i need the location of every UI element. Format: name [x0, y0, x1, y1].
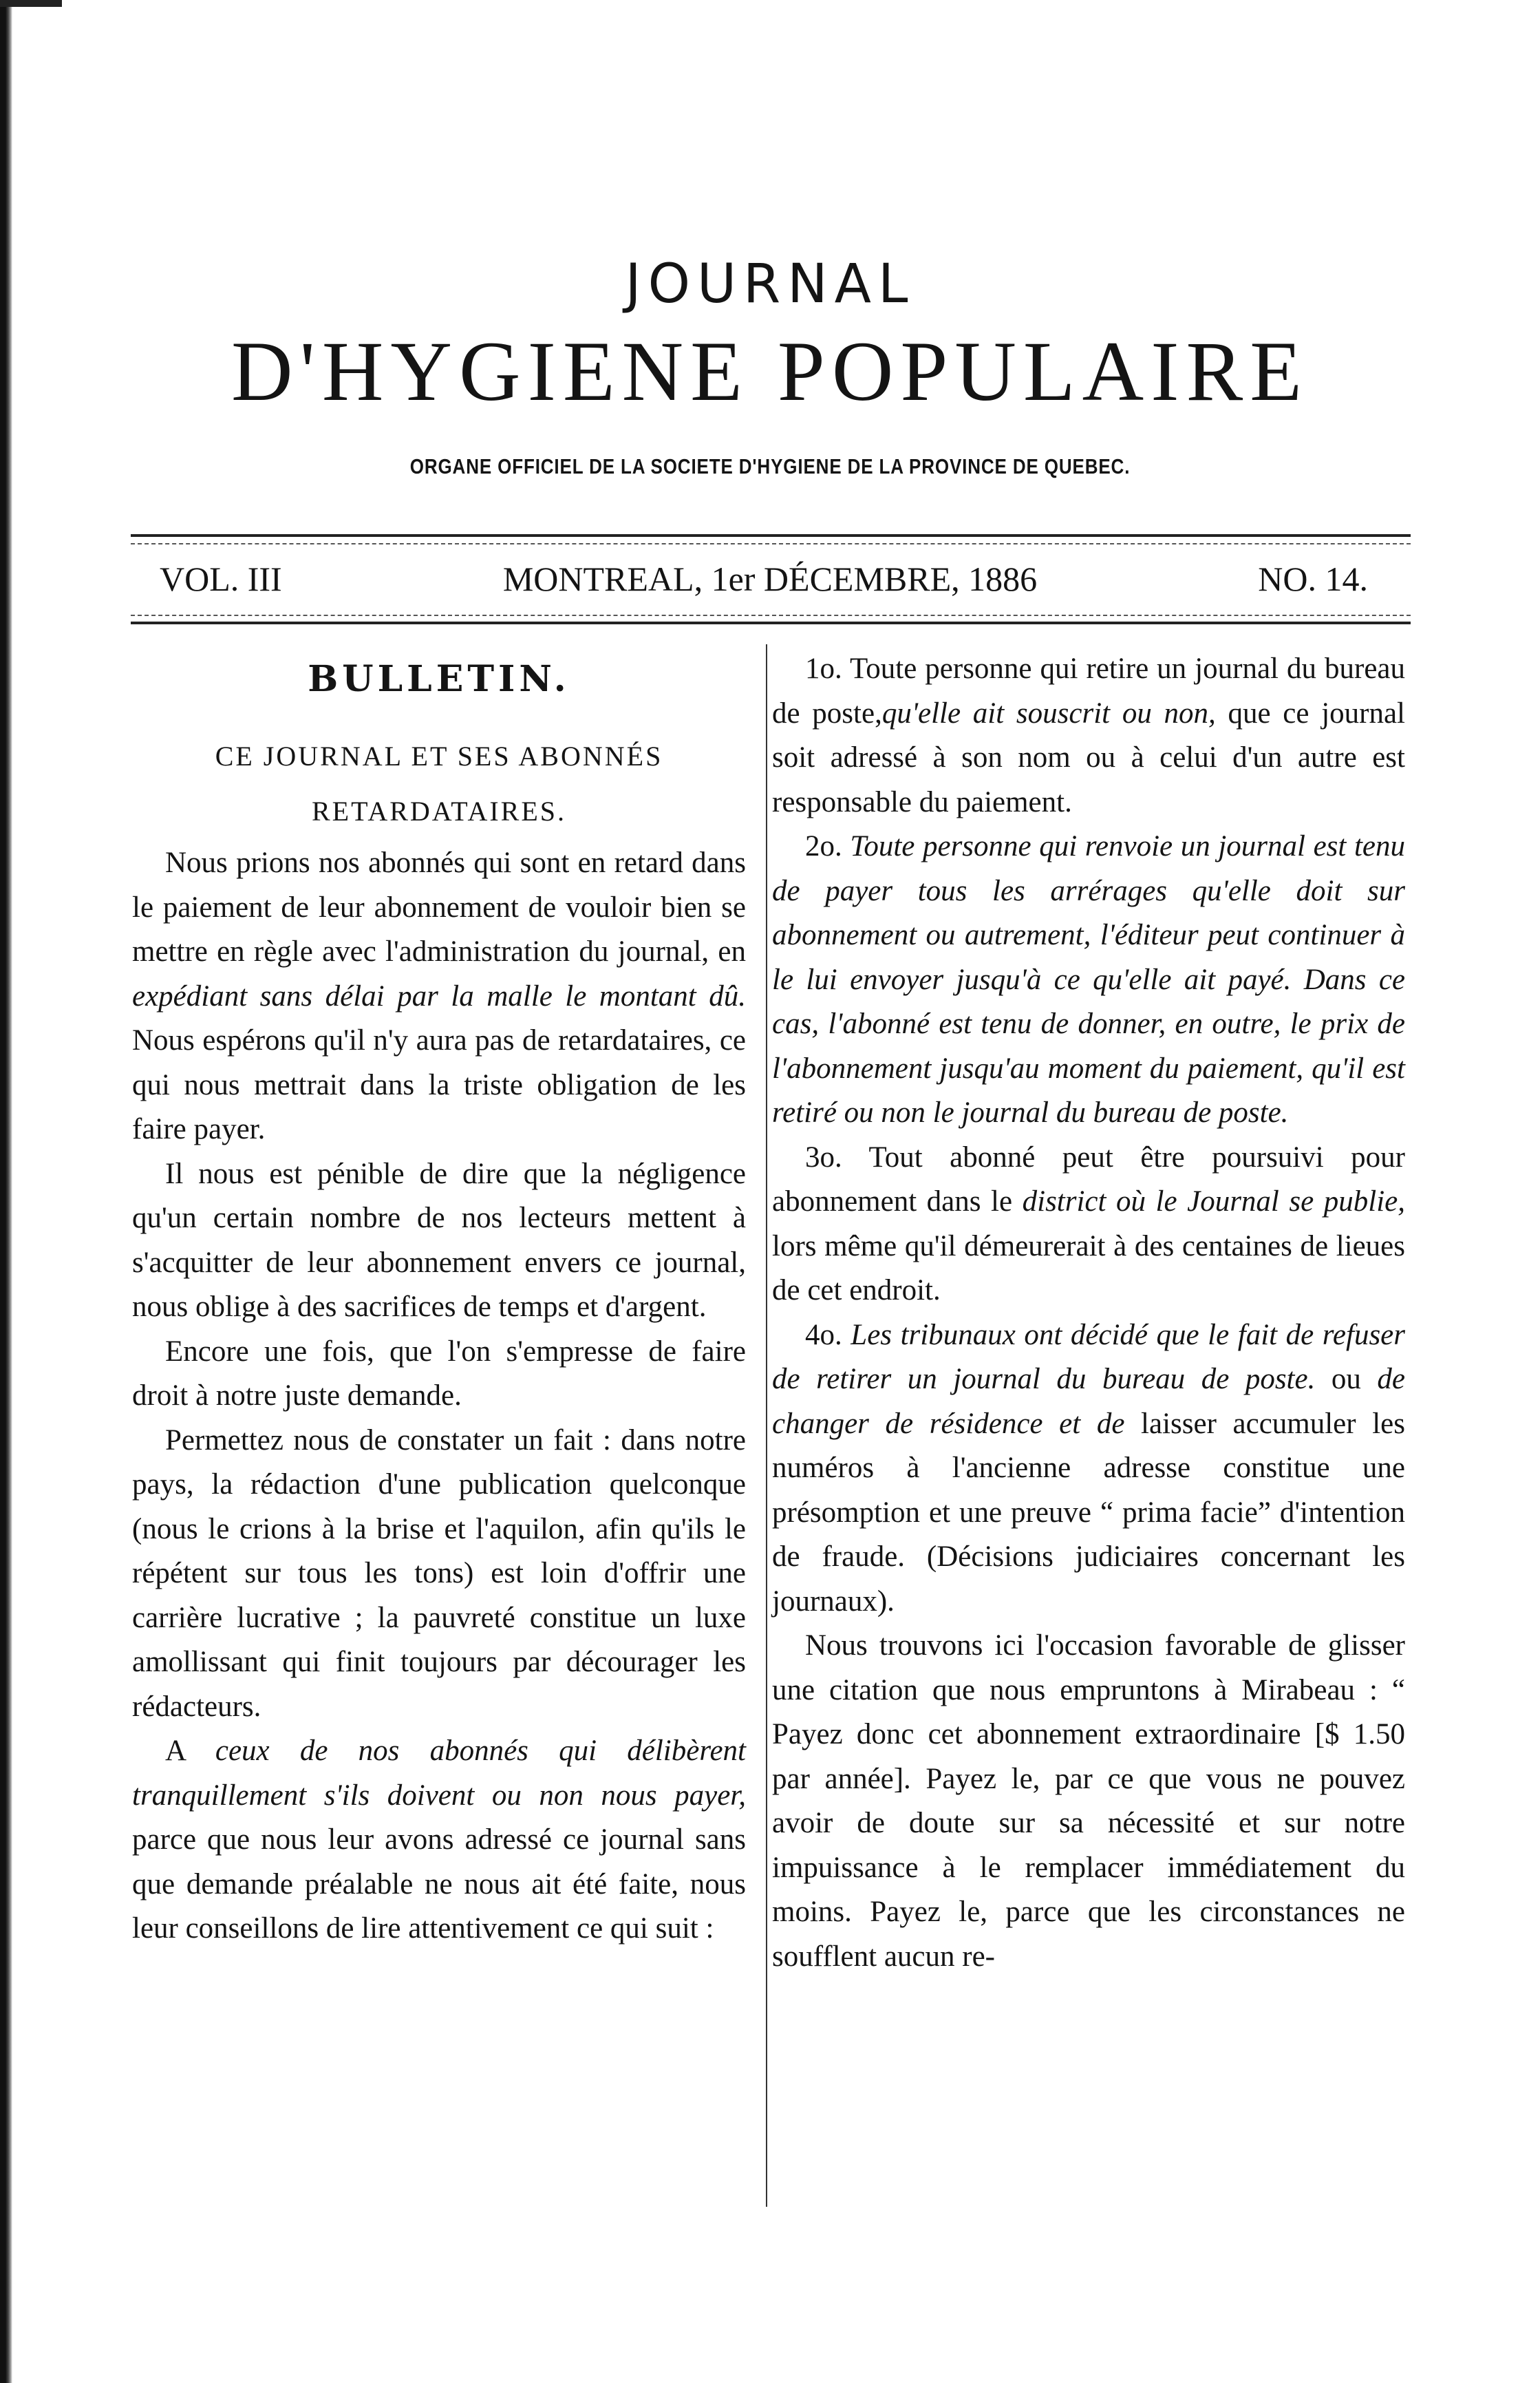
column-divider	[766, 644, 767, 2207]
issue-line	[160, 559, 1368, 599]
place-date: MONTREAL, 1er DÉCEMBRE, 1886	[502, 560, 1038, 598]
left-column	[132, 647, 746, 1951]
paragraph: 4o. Les tribunaux ont décidé que le fait de refuser de retirer un journal du bureau de poste. ou de changer de résidence et de laisser accumuler les numéros à l'ancienne adresse constitue une présomption et une preuve “ prima facie” d'intention de fraude. (Décisions judiciaires concernant les journaux).	[772, 1318, 1405, 1618]
issue-number: NO. 14.	[1258, 560, 1368, 598]
rule-bottom-thick	[131, 622, 1411, 624]
volume-label: VOL. III	[160, 560, 282, 598]
masthead-subtitle: ORGANE OFFICIEL DE LA SOCIETE D'HYGIENE DE LA PROVINCE DE QUEBEC.	[409, 454, 1131, 478]
masthead-title: D'HYGIENE POPULAIRE	[231, 324, 1309, 419]
paragraph: A ceux de nos abonnés qui délibèrent tranquillement s'ils doivent ou non nous payer, parce que nous leur avons adressé ce journal sans que demande préalable ne nous ait été faite, nous leur conseillons de lire attentivement ce qui suit :	[132, 1735, 746, 1945]
paragraph: Nous prions nos abonnés qui sont en retard dans le paiement de leur abonnement de vouloir bien se mettre en règle avec l'administration du journal, en expédiant sans délai par la malle le montant dû. Nous espérons qu'il n'y aura pas de retardataires, ce qui nous mettrait dans la triste obligation de les faire payer.	[132, 847, 746, 1145]
masthead-journal: JOURNAL	[625, 253, 915, 315]
rule-top-thick	[131, 534, 1411, 537]
paragraph: Il nous est pénible de dire que la négligence qu'un certain nombre de nos lecteurs mettent à s'acquitter de leur abonnement envers ce journal, nous oblige à des sacrifices de temps et d'argent.	[132, 1157, 746, 1323]
rule-top-thin	[131, 543, 1411, 544]
paragraph: 1o. Toute personne qui retire un journal du bureau de poste,qu'elle ait souscrit ou non, que ce journal soit adressé à son nom ou à celui d'un autre est responsable du paiement.	[772, 653, 1405, 818]
article-title-line-2: RETARDATAIRES.	[311, 796, 567, 827]
paragraph: 3o. Tout abonné peut être poursuivi pour abonnement dans le district où le Journal se publie, lors même qu'il démeurerait à des centaines de lieues de cet endroit.	[772, 1141, 1405, 1306]
rule-bottom-thin	[131, 615, 1411, 616]
bulletin-heading: BULLETIN.	[308, 658, 570, 700]
paragraph: Permettez nous de constater un fait : dans notre pays, la rédaction d'une publication quelconque (nous le crions à la brise et l'aquilon, afin qu'ils le répétent sur tous les tons) est loin d'offrir une carrière lucrative ; la pauvreté constitue un luxe amollissant qui finit toujours par décourager les rédacteurs.	[132, 1423, 746, 1723]
page-corner-mark	[0, 0, 62, 7]
paragraph: Encore une fois, que l'on s'empresse de faire droit à notre juste demande.	[132, 1335, 746, 1412]
paragraph: Nous trouvons ici l'occasion favorable de glisser une citation que nous empruntons à Mirabeau : “ Payez donc cet abonnement extraordinaire [$ 1.50 par année]. Payez le, par ce que vous ne pouvez avoir de doute sur sa nécessité et sur notre impuissance à le remplacer immédiatement du moins. Payez le, parce que les circonstances ne soufflent aucun re-	[772, 1629, 1405, 1973]
paragraph: 2o. Toute personne qui renvoie un journal est tenu de payer tous les arrérages qu'elle doit sur abonnement ou autrement, l'éditeur peut continuer à le lui envoyer jusqu'à ce qu'elle ait payé. Dans ce cas, l'abonné est tenu de donner, en outre, le prix de l'abonnement jusqu'au moment du paiement, qu'il est retiré ou non le journal du bureau de poste.	[772, 830, 1406, 1129]
right-column	[772, 647, 1405, 1979]
article-title-line-1: CE JOURNAL ET SES ABONNÉS	[215, 741, 663, 772]
